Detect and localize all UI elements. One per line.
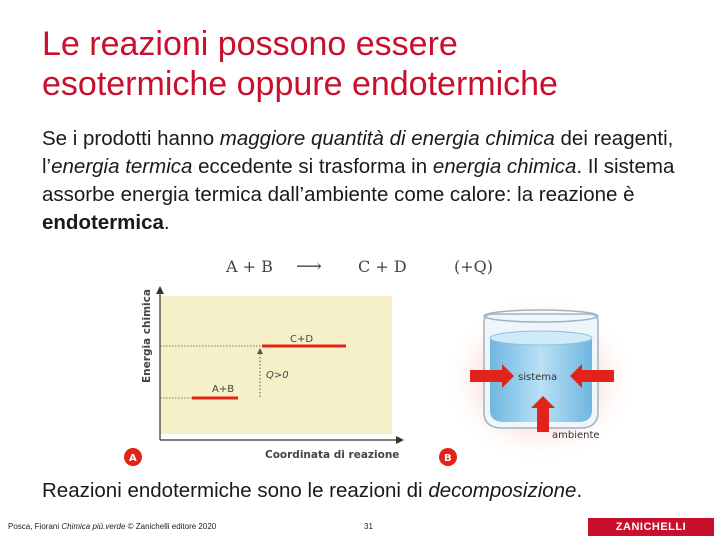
water-surface — [490, 331, 592, 345]
equation-reactants: A + B — [226, 257, 273, 276]
page-number: 31 — [364, 522, 373, 531]
paragraph-emphasis-3: energia chimica — [432, 155, 577, 178]
equation-arrow: ⟶ — [296, 256, 322, 277]
products-label: C+D — [290, 334, 314, 345]
y-axis-label: Energia chimica — [141, 289, 153, 383]
equation-products: C + D — [358, 257, 407, 276]
decomposition-period: . — [576, 479, 583, 502]
decomposition-text: Reazioni endotermiche sono le reazioni di — [42, 479, 429, 502]
environment-label: ambiente — [552, 430, 600, 441]
paragraph-text-2: dei reagenti, l’ — [42, 127, 674, 178]
paragraph-text-5: . — [163, 211, 170, 234]
badge-a-label: A — [129, 453, 137, 464]
paragraph-text-3: eccedente si trasforma in — [192, 155, 433, 178]
paragraph-emphasis-1: maggiore quantità di energia chimica — [219, 127, 555, 150]
decomposition-note — [42, 478, 582, 504]
paragraph-text-4: . Il sistema assorbe energia termica dall’ambiente come calore: la reazione è — [42, 155, 675, 206]
footer-authors: Posca, Fiorani — [8, 522, 62, 531]
slide-title-line1: Le reazioni possono essere — [42, 25, 458, 63]
badge-b-label: B — [444, 453, 452, 464]
paragraph-bold-term: endotermica — [42, 211, 164, 234]
equation-heat: (+Q) — [454, 257, 494, 276]
paragraph-emphasis-2: energia termica — [51, 155, 193, 178]
paragraph-text-1: Se i prodotti hanno — [42, 127, 220, 150]
publisher-logo: ZANICHELLI — [588, 518, 714, 536]
footer-book-title: Chimica più.verde — [61, 522, 126, 531]
footer-credit — [8, 522, 216, 531]
decomposition-emphasis: decomposizione — [428, 479, 577, 502]
footer-publisher: © Zanichelli editore 2020 — [125, 522, 217, 531]
q-label: Q>0 — [266, 370, 289, 381]
system-label: sistema — [518, 372, 558, 383]
x-axis-arrowhead — [396, 436, 404, 444]
energy-diagram-panel — [160, 296, 392, 434]
y-axis-arrowhead — [156, 286, 164, 294]
slide-title-line2: esotermiche oppure endotermiche — [42, 65, 558, 103]
reactants-label: A+B — [212, 384, 235, 395]
x-axis-label: Coordinata di reazione — [265, 449, 400, 461]
